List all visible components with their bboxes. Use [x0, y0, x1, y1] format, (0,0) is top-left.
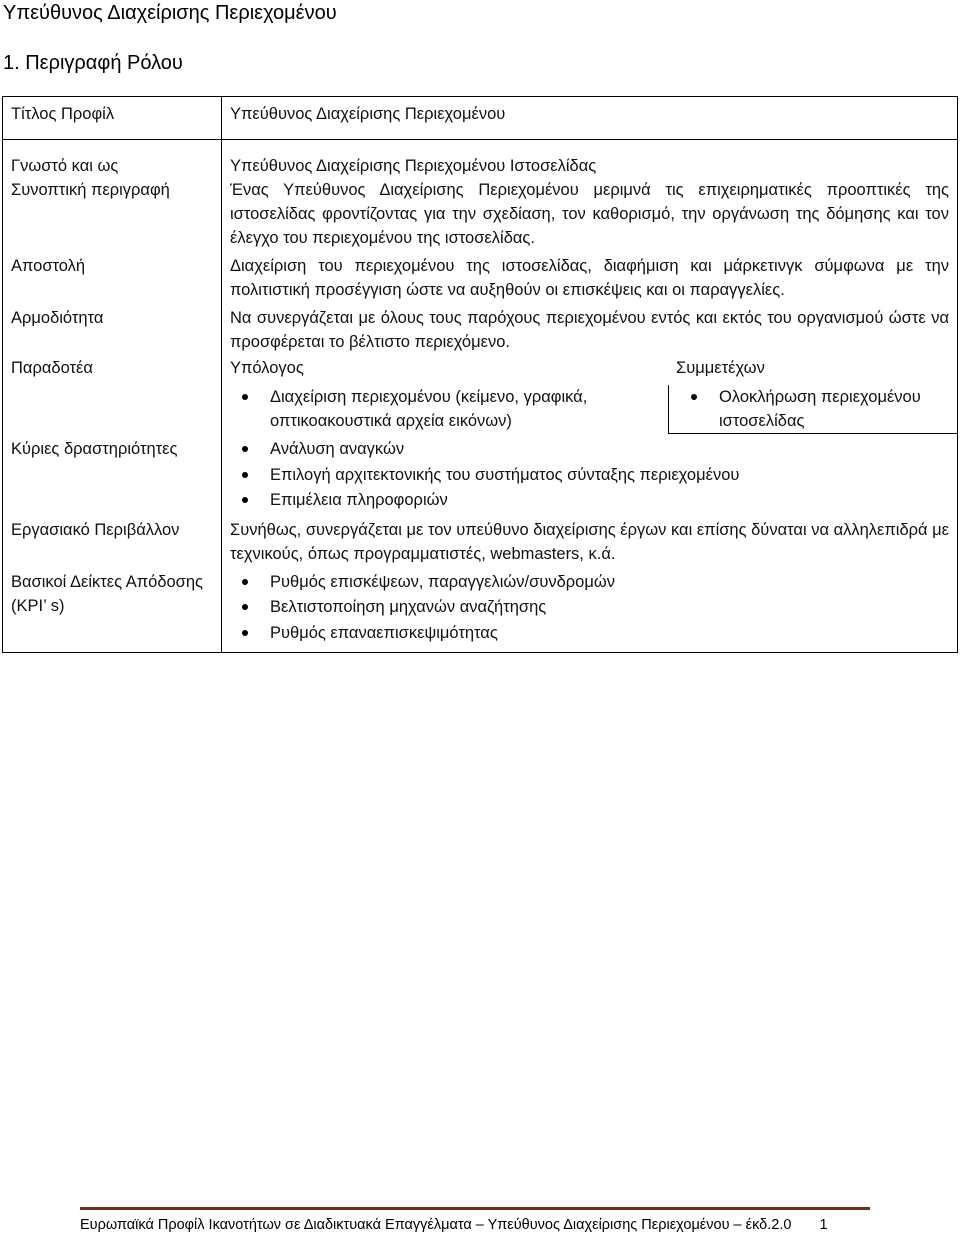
document-title: Υπεύθυνος Διαχείρισης Περιεχομένου: [3, 2, 337, 24]
row-value: Υπεύθυνος Διαχείρισης Περιεχομένου Ιστοσελίδας: [222, 140, 958, 179]
list-item-text: Επιμέλεια πληροφοριών: [270, 491, 448, 509]
bullet-icon: [242, 604, 248, 610]
participant-list: [677, 385, 957, 433]
list-item-text: Επιλογή αρχιτεκτονικής του συστήματος σύνταξης περιεχομένου: [270, 465, 740, 484]
kpi-list: [230, 570, 949, 647]
page-number: 1: [819, 1217, 828, 1233]
bullet-icon: [242, 497, 248, 503]
list-item-text: Βελτιστοποίηση μηχανών αναζήτησης: [270, 598, 547, 616]
footer-text: Ευρωπαϊκά Προφίλ Ικανοτήτων σε Διαδικτυακά Επαγγέλματα – Υπεύθυνος Διαχείρισης Περιεχομένου – έκδ.2.0: [80, 1217, 792, 1233]
participant-header: Συμμετέχων: [676, 359, 765, 377]
bullet-icon: [242, 579, 248, 585]
section-heading: 1. Περιγραφή Ρόλου: [3, 52, 183, 74]
row-label: Εργασιακό Περιβάλλον: [3, 516, 222, 568]
row-value: Ένας Υπεύθυνος Διαχείρισης Περιεχομένου μεριμνά τις επιχειρηματικές προοπτικές της ιστοσελίδας φροντίζοντας για την σχεδίαση, τον καθορισμό, την οργάνωση της δόμησης και τον έλεγχο του περιεχομένου της ιστοσελίδας.: [222, 178, 958, 252]
row-value: Υπεύθυνος Διαχείρισης Περιεχομένου: [222, 97, 958, 140]
responsible-header: Υπόλογος: [230, 359, 304, 377]
row-profile-title: [3, 97, 958, 140]
list-item-text: Ρυθμός επισκέψεων, παραγγελιών/συνδρομών: [270, 572, 615, 591]
row-work-environment: [3, 516, 958, 568]
row-mission: [3, 252, 958, 304]
bullet-icon: [242, 446, 248, 452]
bullet-icon: [242, 472, 248, 478]
deliverables-items-row: [230, 385, 957, 434]
bullet-icon: [242, 630, 248, 636]
list-item: [230, 437, 949, 463]
list-item: [230, 621, 949, 647]
bullet-icon: [691, 394, 697, 400]
list-item-text: Ανάλυση αναγκών: [270, 440, 405, 458]
row-deliverables: [3, 354, 958, 434]
row-label: Αποστολή: [3, 252, 222, 304]
row-label: Γνωστό και ως: [3, 140, 222, 179]
row-responsibility: [3, 304, 958, 354]
list-item: [230, 385, 668, 433]
row-summary: [3, 178, 958, 252]
row-known-as: [3, 140, 958, 179]
list-item: [230, 570, 949, 596]
list-item: [230, 463, 949, 489]
participant-column: [668, 385, 957, 434]
row-value: Διαχείριση του περιεχομένου της ιστοσελίδας, διαφήμιση και μάρκετινγκ σύμφωνα με την πολιτιστική προσέγγιση ώστε να αυξηθούν οι επισκέψεις και οι παραγγελίες.: [222, 252, 958, 304]
row-value: Συνήθως, συνεργάζεται με τον υπεύθυνο διαχείρισης έργων και επίσης δύναται να αλληλεπιδρά με τεχνικούς, όπως προγραμματιστές, webmasters, κ.ά.: [222, 516, 958, 568]
list-item: [230, 595, 949, 621]
row-kpi: [3, 568, 958, 653]
list-item-text: Ρυθμός επαναεπισκεψιμότητας: [270, 623, 498, 642]
deliverables-header-row: [230, 356, 957, 380]
row-label: Συνοπτική περιγραφή: [3, 178, 222, 252]
kpi-cell: [222, 568, 958, 653]
list-item: [230, 488, 949, 514]
bullet-icon: [242, 394, 248, 400]
list-item-text: Διαχείριση περιεχομένου (κείμενο, γραφικά, οπτικοακουστικά αρχεία εικόνων): [270, 388, 588, 430]
responsible-list: [230, 385, 668, 433]
page-footer: [80, 1216, 870, 1234]
row-label: Κύριες δραστηριότητες: [3, 434, 222, 516]
main-activities-cell: [222, 434, 958, 516]
main-activities-list: [230, 437, 949, 514]
row-main-activities: [3, 434, 958, 516]
row-value: Να συνεργάζεται με όλους τους παρόχους περιεχομένου εντός και εκτός του οργανισμού ώστε να προσφέρεται το βέλτιστο περιεχόμενο.: [222, 304, 958, 354]
responsible-column: [230, 385, 668, 434]
row-label: Παραδοτέα: [3, 354, 222, 434]
list-item: [677, 385, 957, 433]
row-label: Τίτλος Προφίλ: [3, 97, 222, 140]
footer-divider: [80, 1207, 870, 1210]
deliverables-cell: [222, 354, 958, 434]
row-label: Βασικοί Δείκτες Απόδοσης (KPI’ s): [3, 568, 222, 653]
list-item-text: Ολοκλήρωση περιεχομένου ιστοσελίδας: [719, 388, 921, 430]
role-description-table: [2, 96, 958, 653]
row-label: Αρμοδιότητα: [3, 304, 222, 354]
